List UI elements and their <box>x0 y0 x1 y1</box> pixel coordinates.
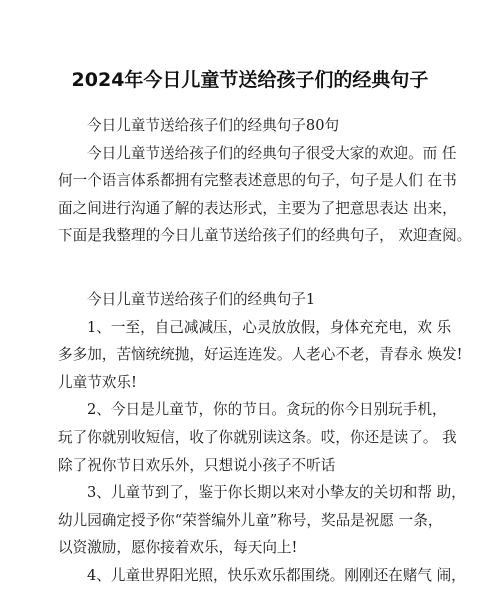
item-line: 除了祝你节日欢乐外，只想说小孩子不听话 <box>58 456 336 474</box>
intro-heading: 今日儿童节送给孩子们的经典句子80句 <box>87 117 340 134</box>
item-line: 幼儿园确定授予你“荣誉编外儿童”称号，奖品是祝愿 一条， <box>58 511 443 529</box>
item-line: 多多加，苦恼统统抛，好运连连发。人老心不老，青春永 焕发! <box>58 346 463 364</box>
item-line: 以资激励，愿你接着欢乐，每天向上! <box>58 539 298 557</box>
intro-block <box>58 112 472 250</box>
item-line: 玩了你就别收短信，收了你就别读这条。哎，你还是读了。 我 <box>58 428 457 446</box>
document-title: 2024年今日儿童节送给孩子们的经典句子 <box>71 69 429 91</box>
intro-line: 何一个语言体系都拥有完整表述意思的句子，句子是人们 在书 <box>58 172 457 190</box>
section-heading: 今日儿童节送给孩子们的经典句子1 <box>87 291 316 308</box>
item-line: 2、今日是儿童节，你的节日。贪玩的你今日别玩手机， <box>87 401 447 419</box>
intro-line: 下面是我整理的今日儿童节送给孩子们的经典句子， 欢迎查阅。 <box>58 227 472 245</box>
section-block <box>58 286 466 590</box>
item-line: 1、一至，自己减减压，心灵放放假，身体充充电，欢 乐 <box>87 318 452 336</box>
intro-line: 今日儿童节送给孩子们的经典句子很受大家的欢迎。而 任 <box>87 144 457 162</box>
item-line: 4、儿童世界阳光照，快乐欢乐都围绕。刚刚还在赌气 闹， <box>87 566 466 584</box>
item-line: 3、儿童节到了，鉴于你长期以来对小挚友的关切和帮 助， <box>87 484 466 502</box>
intro-line: 面之间进行沟通了解的表达形式，主要为了把意思表达 出来， <box>58 199 457 217</box>
item-line: 儿童节欢乐! <box>58 373 137 391</box>
